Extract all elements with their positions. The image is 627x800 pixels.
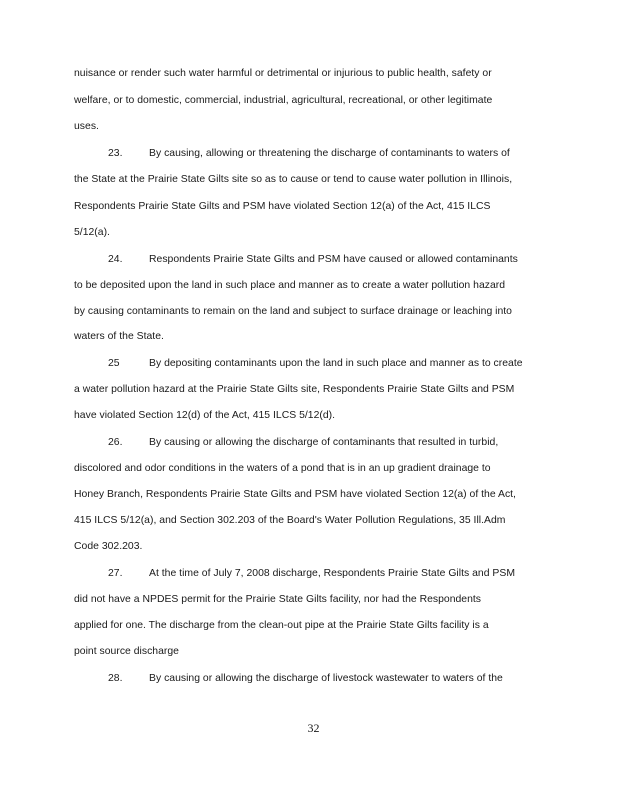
text-line: by causing contaminants to remain on the land and subject to surface drainage or leaching into <box>74 306 512 317</box>
text-line: By causing, allowing or threatening the discharge of contaminants to waters of <box>149 148 510 159</box>
text-line: Respondents Prairie State Gilts and PSM have caused or allowed contaminants <box>149 254 518 265</box>
text-line: waters of the State. <box>74 331 164 342</box>
text-line: a water pollution hazard at the Prairie State Gilts site, Respondents Prairie State Gilts and PSM <box>74 384 515 395</box>
text-line: uses. <box>74 121 99 132</box>
text-line: By causing or allowing the discharge of livestock wastewater to waters of the <box>149 673 503 684</box>
text-line: the State at the Prairie State Gilts site so as to cause or tend to cause water pollution in Illinois, <box>74 174 513 185</box>
paragraph-number: 23. <box>108 148 123 159</box>
page-number: 32 <box>307 721 320 735</box>
text-line: Honey Branch, Respondents Prairie State Gilts and PSM have violated Section 12(a) of the Act, <box>74 489 516 500</box>
text-line: 5/12(a). <box>74 227 110 238</box>
paragraph-number: 24. <box>108 254 123 265</box>
paragraph-number: 25 <box>108 358 120 369</box>
paragraph-27 <box>108 568 515 579</box>
text-line: nuisance or render such water harmful or detrimental or injurious to public health, safety or <box>74 68 492 79</box>
text-line: By depositing contaminants upon the land in such place and manner as to create <box>149 358 523 369</box>
paragraph-number: 28. <box>108 673 123 684</box>
text-line: At the time of July 7, 2008 discharge, Respondents Prairie State Gilts and PSM <box>149 568 515 579</box>
text-line: welfare, or to domestic, commercial, industrial, agricultural, recreational, or other legitimate <box>74 95 493 106</box>
text-line: to be deposited upon the land in such place and manner as to create a water pollution hazard <box>74 280 506 291</box>
paragraph-number: 26. <box>108 437 123 448</box>
paragraph-24 <box>108 254 518 265</box>
paragraph-23 <box>108 148 510 159</box>
text-line: have violated Section 12(d) of the Act, 415 ILCS 5/12(d). <box>74 410 336 421</box>
text-line: discolored and odor conditions in the waters of a pond that is in an up gradient drainage to <box>74 463 491 474</box>
paragraph-28 <box>108 673 503 684</box>
text-line: By causing or allowing the discharge of contaminants that resulted in turbid, <box>149 437 499 448</box>
text-line: did not have a NPDES permit for the Prairie State Gilts facility, nor had the Respondents <box>74 594 482 605</box>
paragraph-number: 27. <box>108 568 123 579</box>
text-line: applied for one. The discharge from the clean-out pipe at the Prairie State Gilts facility is a <box>74 620 489 631</box>
paragraph-25 <box>108 358 523 369</box>
text-line: Respondents Prairie State Gilts and PSM have violated Section 12(a) of the Act, 415 ILCS <box>74 201 491 212</box>
text-line: Code 302.203. <box>74 541 143 552</box>
text-line: point source discharge <box>74 646 179 657</box>
paragraph-26 <box>108 437 498 448</box>
text-line: 415 ILCS 5/12(a), and Section 302.203 of the Board's Water Pollution Regulations, 35 Ill.Adm <box>74 515 506 526</box>
